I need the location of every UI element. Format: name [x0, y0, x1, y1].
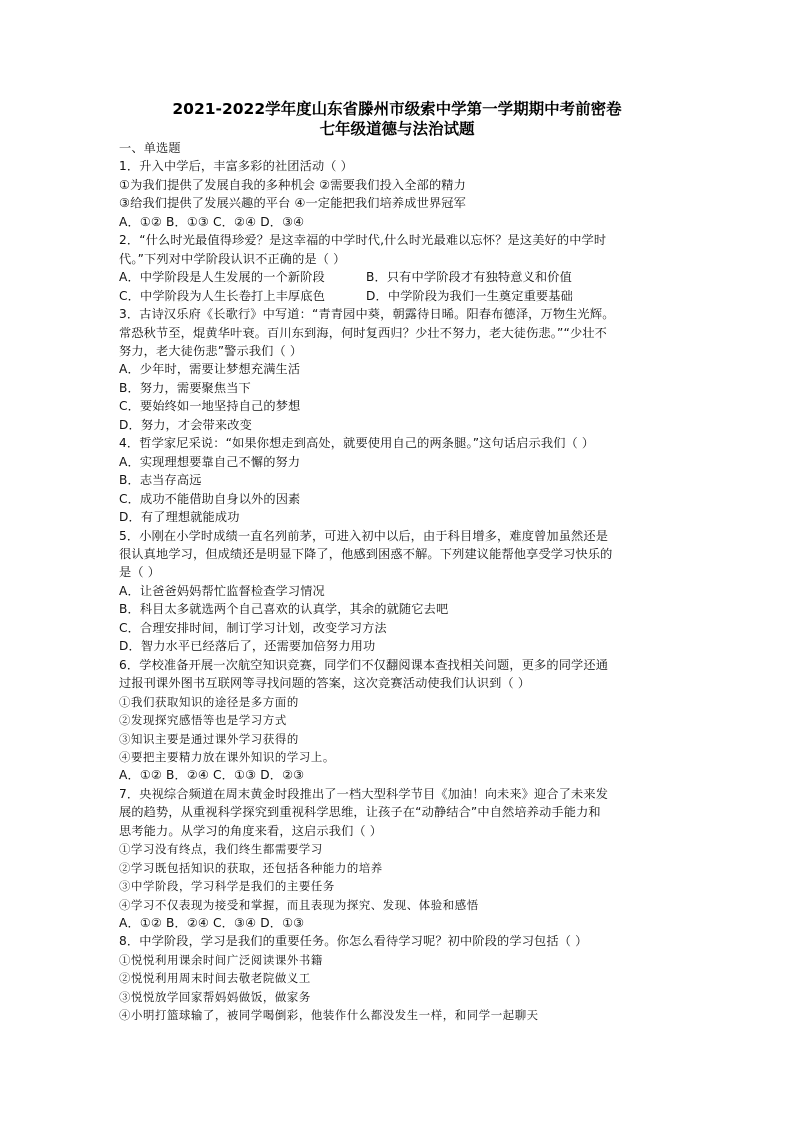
options-line: A．①② B．②④ C．③④ D．①③: [119, 916, 305, 931]
options-line: A．①② B．①③ C．②④ D．③④: [119, 214, 305, 229]
question-1: [119, 157, 679, 231]
question-stem: 8．中学阶段，学习是我们的重要任务。你怎么看待学习呢？初中阶段的学习包括（ ）: [119, 934, 588, 949]
statement-line: ④小明打篮球输了，被同学喝倒彩，他装作什么都没发生一样，和同学一起聊天: [119, 1008, 539, 1023]
question-stem: 过报刊课外图书互联网等寻找问题的答案，这次竞赛活动使我们认识到（ ）: [119, 676, 531, 691]
option-d: D．有了理想就能成功: [119, 510, 240, 525]
question-stem: 展的趋势，从重视科学探究到重视科学思维，让孩子在“动静结合”中自然培养动手能力和: [119, 805, 601, 820]
question-2: [119, 231, 679, 305]
question-stem: 2．“什么时光最值得珍爱？是这幸福的中学时代,什么时光最难以忘怀？是这美好的中学时: [119, 233, 607, 248]
question-stem: 努力，老大徒伤悲”警示我们（ ）: [119, 343, 303, 358]
option-b: B．科目太多就选两个自己喜欢的认真学，其余的就随它去吧: [119, 602, 449, 617]
option-c: C．成功不能借助自身以外的因素: [119, 491, 301, 506]
question-stem: 7．央视综合频道在周末黄金时段推出了一档大型科学节目《加油！向未来》迎合了未来发: [119, 786, 609, 801]
section-heading: 一、单选题: [119, 141, 181, 155]
question-4: [119, 434, 679, 526]
question-list: [119, 139, 679, 1025]
option-c: C．合理安排时间，制订学习计划，改变学习方法: [119, 620, 387, 635]
statement-line: ③悦悦放学回家帮妈妈做饭，做家务: [119, 989, 311, 1004]
option-row: [119, 287, 679, 305]
statement-line: ②学习既包括知识的获取，还包括各种能力的培养: [119, 860, 383, 875]
question-stem: 思考能力。从学习的角度来看，这启示我们（ ）: [119, 823, 383, 838]
option-b: B．只有中学阶段才有独特意义和价值: [366, 270, 572, 285]
statement-line: ③知识主要是通过课外学习获得的: [119, 731, 299, 746]
question-8: [119, 932, 679, 1024]
options-line: A．①② B．②④ C．①③ D．②③: [119, 768, 305, 783]
option-d: D．中学阶段为我们一生奠定重要基础: [366, 288, 573, 303]
statement-line: ①为我们提供了发展自我的多种机会 ②需要我们投入全部的精力: [119, 177, 466, 192]
question-stem: 1．升入中学后，丰富多彩的社团活动（ ）: [119, 159, 354, 174]
statement-line: ④要把主要精力放在课外知识的学习上。: [119, 749, 335, 764]
option-b: B．努力，需要聚焦当下: [119, 380, 251, 395]
question-stem: 代。”下列对中学阶段认识不正确的是（ ）: [119, 251, 346, 266]
statement-line: ③给我们提供了发展兴趣的平台 ④一定能把我们培养成世界冠军: [119, 196, 466, 211]
statement-line: ②发现探究感悟等也是学习方式: [119, 713, 287, 728]
option-a: A．实现理想要靠自己不懈的努力: [119, 454, 301, 469]
document-title: 2021-2022学年度山东省滕州市级索中学第一学期期中考前密卷: [172, 100, 622, 118]
question-stem: 6．学校准备开展一次航空知识竞赛，同学们不仅翻阅课本查找相关问题，更多的同学还通: [119, 657, 609, 672]
document-subtitle: 七年级道德与法治试题: [319, 120, 475, 138]
option-a: A．少年时，需要让梦想充满生活: [119, 362, 301, 377]
question-stem: 3．古诗汉乐府《长歌行》中写道：“青青园中葵，朝露待日晞。阳春布德泽，万物生光辉。: [119, 307, 615, 322]
option-a: A．让爸爸妈妈帮忙监督检查学习情况: [119, 583, 325, 598]
question-3: [119, 305, 679, 434]
option-row: [119, 268, 679, 286]
question-6: [119, 656, 679, 785]
statement-line: ①我们获取知识的途径是多方面的: [119, 694, 299, 709]
statement-line: ④学习不仅表现为接受和掌握，而且表现为探究、发现、体验和感悟: [119, 897, 479, 912]
option-c: C．要始终如一地坚持自己的梦想: [119, 399, 301, 414]
statement-line: ①悦悦利用课余时间广泛阅读课外书籍: [119, 952, 323, 967]
option-b: B．志当存高远: [119, 473, 202, 488]
question-stem: 5．小刚在小学时成绩一直名列前茅，可进入初中以后，由于科目增多，难度曾加虽然还是: [119, 528, 609, 543]
question-stem: 是（ ）: [119, 565, 161, 580]
statement-line: ①学习没有终点，我们终生都需要学习: [119, 842, 323, 857]
option-c: C．中学阶段为人生长卷打上丰厚底色: [119, 288, 326, 303]
question-stem: 4．哲学家尼采说：“如果你想走到高处，就要使用自己的两条腿。”这句话启示我们（ ）: [119, 436, 595, 451]
option-d: D．智力水平已经落后了，还需要加倍努力用功: [119, 639, 376, 654]
statement-line: ③中学阶段，学习科学是我们的主要任务: [119, 879, 335, 894]
question-7: [119, 785, 679, 933]
question-5: [119, 527, 679, 656]
question-stem: 很认真地学习，但成绩还是明显下降了，他感到困惑不解。下列建议能帮他享受学习快乐的: [119, 546, 613, 561]
statement-line: ②悦悦利用周末时间去敬老院做义工: [119, 971, 311, 986]
option-d: D．努力，才会带来改变: [119, 417, 252, 432]
option-a: A．中学阶段是人生发展的一个新阶段: [119, 270, 325, 285]
question-stem: 常恐秋节至，焜黄华叶衰。百川东到海，何时复西归？少壮不努力，老大徒伤悲。”“少壮不: [119, 325, 607, 340]
